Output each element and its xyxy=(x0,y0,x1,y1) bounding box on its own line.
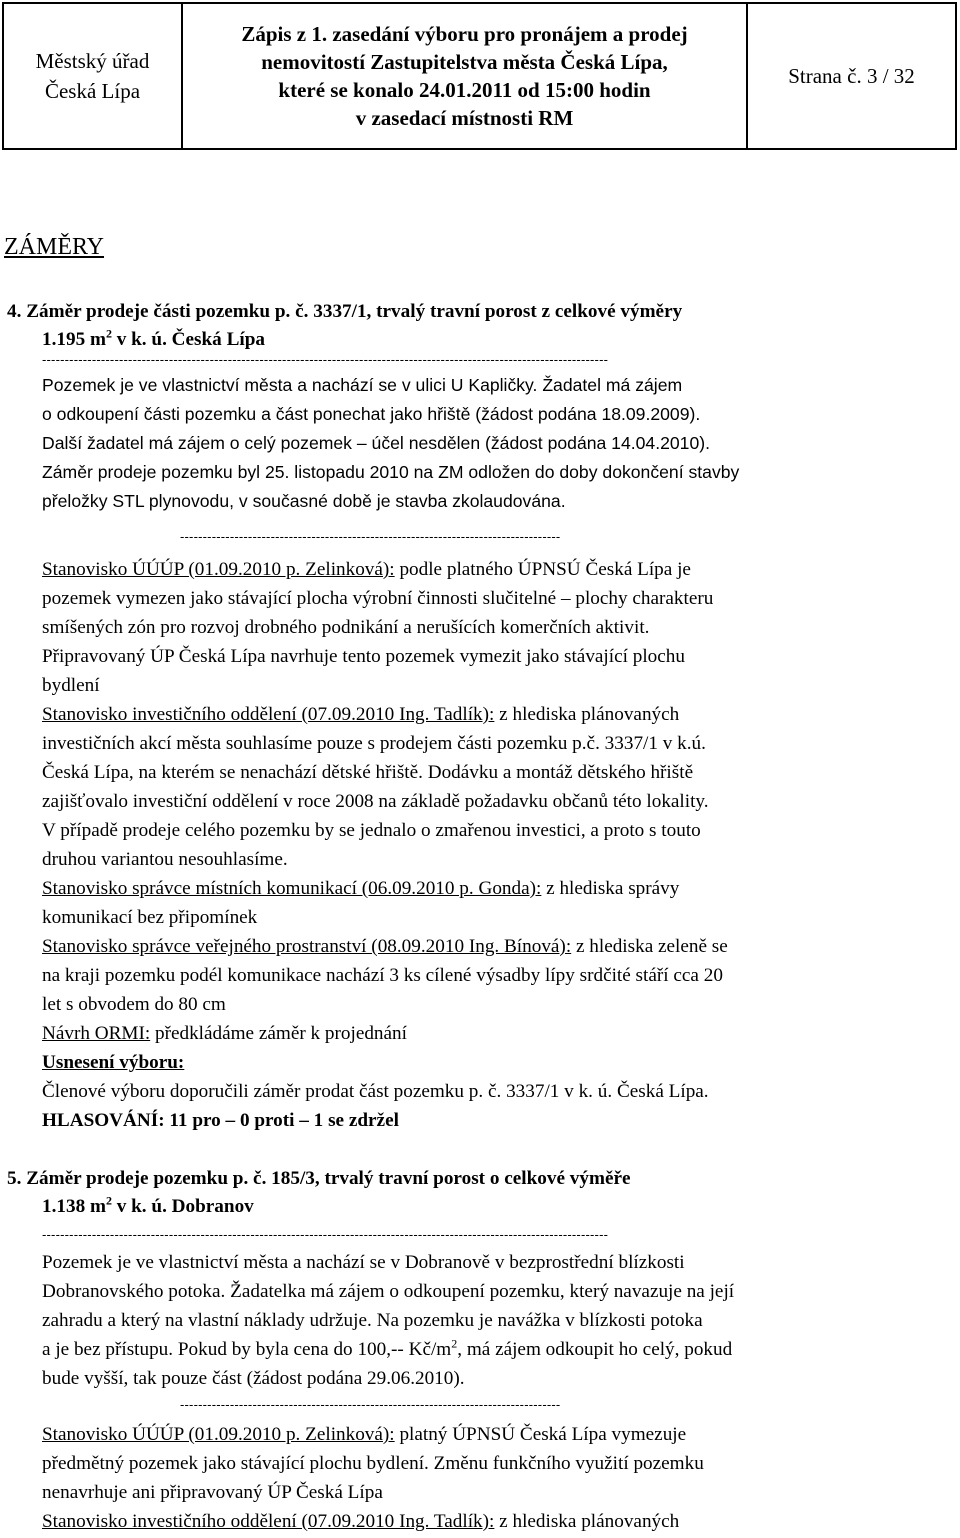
office-name: Městský úřad xyxy=(35,49,150,73)
office-city: Česká Lípa xyxy=(44,79,141,103)
opinion-text: z hlediska správy xyxy=(541,878,680,899)
item-4-opinions xyxy=(42,555,728,1135)
title-line: Zápis z 1. zasedání výboru pro pronájem a prodej xyxy=(241,22,688,46)
text-line: Česká Lípa, na kterém se nenachází dětské hřiště. Dodávku a montáž dětského hřiště xyxy=(42,762,694,783)
vote-result: HLASOVÁNÍ: 11 pro – 0 proti – 1 se zdržel xyxy=(42,1110,399,1131)
text-line: Další žadatel má zájem o celý pozemek – účel nesdělen (žádost podána 14.04.2010). xyxy=(42,433,710,453)
title-line: které se konalo 24.01.2011 od 15:00 hodin xyxy=(278,78,651,102)
item-5-heading-area xyxy=(42,1192,254,1221)
cadastral-area: v k. ú. Dobranov xyxy=(111,1196,254,1217)
opinion-label: Stanovisko správce místních komunikací (06.09.2010 p. Gonda): xyxy=(42,878,542,899)
text-line: nenavrhuje ani připravovaný ÚP Česká Lípa xyxy=(42,1482,383,1503)
text-line: V případě prodeje celého pozemku by se jednalo o zmařenou investici, a proto s touto xyxy=(42,820,701,841)
text-line: bude vyšší, tak pouze část (žádost podána 29.06.2010). xyxy=(42,1368,465,1389)
proposal-text: předkládáme záměr k projednání xyxy=(150,1023,407,1044)
item-5-description xyxy=(42,1248,734,1393)
text-line: zahradu a který na vlastní náklady udržuje. Na pozemku je navážka v blízkosti potoka xyxy=(42,1310,703,1331)
text-line: na kraji pozemku podél komunikace nachází 3 ks cílené výsadby lípy srdčité stáří cca 20 xyxy=(42,965,723,986)
text-line: investičních akcí města souhlasíme pouze s prodejem části pozemku p.č. 3337/1 v k.ú. xyxy=(42,733,706,754)
page-number-cell xyxy=(748,4,955,148)
text-line: Záměr prodeje pozemku byl 25. listopadu 2010 na ZM odložen do doby dokončení stavby xyxy=(42,462,740,482)
text-line: předmětný pozemek jako stávající plochu bydlení. Změnu funkčního využití pozemku xyxy=(42,1453,704,1474)
superscript: 2 xyxy=(105,326,112,341)
opinion-text: z hlediska zeleně se xyxy=(571,936,728,957)
resolution-label: Usnesení výboru: xyxy=(42,1052,185,1073)
separator: ------------------------------------------------------------------------------------ xyxy=(180,529,561,544)
superscript: 2 xyxy=(105,1193,112,1208)
text-part: a je bez přístupu. Pokud by byla cena do 100,-- Kč/m xyxy=(42,1339,452,1360)
text-line: přeložky STL plynovodu, v současné době je stavba zkolaudována. xyxy=(42,491,566,511)
opinion-label: Stanovisko investičního oddělení (07.09.2010 Ing. Tadlík): xyxy=(42,704,495,725)
item-5-opinions xyxy=(42,1420,704,1536)
separator: ----------------------------------------------------------------------------------------------------------------------------- xyxy=(42,1227,609,1242)
text-line: Připravovaný ÚP Česká Lípa navrhuje tento pozemek vymezit jako stávající plochu xyxy=(42,646,685,667)
resolution-text: Členové výboru doporučili záměr prodat část pozemku p. č. 3337/1 v k. ú. Česká Lípa. xyxy=(42,1081,709,1102)
text-part: , má zájem odkoupit ho celý, pokud xyxy=(457,1339,733,1360)
text-line: o odkoupení části pozemku a část ponechat jako hřiště (žádost podána 18.09.2009). xyxy=(42,404,701,424)
opinion-label: Stanovisko ÚÚÚP (01.09.2010 p. Zelinková): xyxy=(42,559,395,580)
opinion-label: Stanovisko ÚÚÚP (01.09.2010 p. Zelinková): xyxy=(42,1424,395,1445)
text-line: smíšených zón pro rozvoj drobného podnikání a nerušících komerčních aktivit. xyxy=(42,617,650,638)
page-header xyxy=(2,2,957,150)
text-line: Dobranovského potoka. Žadatelka má zájem o odkoupení pozemku, který navazuje na její xyxy=(42,1281,735,1302)
cadastral-area: v k. ú. Česká Lípa xyxy=(111,329,265,350)
document-title xyxy=(183,4,748,148)
title-line: v zasedací místnosti RM xyxy=(355,106,574,130)
opinion-text: platný ÚPNSÚ Česká Lípa vymezuje xyxy=(394,1424,687,1445)
item-4-description xyxy=(42,371,739,516)
text-line: bydlení xyxy=(42,675,100,696)
opinion-text: podle platného ÚPNSÚ Česká Lípa je xyxy=(394,559,691,580)
opinion-text: z hlediska plánovaných xyxy=(494,1511,680,1532)
separator: ------------------------------------------------------------------------------------ xyxy=(180,1397,561,1412)
item-4-heading: 4. Záměr prodeje části pozemku p. č. 3337/1, trvalý travní porost z celkové výměry xyxy=(7,301,683,322)
section-title: ZÁMĚRY xyxy=(4,234,105,260)
text-line: Pozemek je ve vlastnictví města a nachází se v Dobranově v bezprostřední blízkosti xyxy=(42,1252,685,1273)
opinion-label: Stanovisko investičního oddělení (07.09.2010 Ing. Tadlík): xyxy=(42,1511,495,1532)
opinion-text: z hlediska plánovaných xyxy=(494,704,680,725)
text-line: pozemek vymezen jako stávající plocha výrobní činnosti slučitelné – plochy charakteru xyxy=(42,588,714,609)
title-line: nemovitostí Zastupitelstva města Česká Lípa, xyxy=(261,50,668,74)
separator: ----------------------------------------------------------------------------------------------------------------------------- xyxy=(42,352,609,367)
item-4-heading-area xyxy=(42,325,265,354)
text-line: druhou variantou nesouhlasíme. xyxy=(42,849,288,870)
text-line: let s obvodem do 80 cm xyxy=(42,994,226,1015)
page-number: Strana č. 3 / 32 xyxy=(788,63,915,88)
office-cell xyxy=(4,4,183,148)
opinion-label: Stanovisko správce veřejného prostranství (08.09.2010 Ing. Bínová): xyxy=(42,936,572,957)
area-value: 1.138 m xyxy=(42,1196,106,1217)
superscript: 2 xyxy=(451,1336,458,1351)
text-line: zajišťovalo investiční oddělení v roce 2008 na základě požadavku občanů této lokality. xyxy=(42,791,709,812)
text-line: komunikací bez připomínek xyxy=(42,907,258,928)
area-value: 1.195 m xyxy=(42,329,106,350)
text-line: Pozemek je ve vlastnictví města a nachází se v ulici U Kapličky. Žadatel má zájem xyxy=(42,375,683,395)
proposal-label: Návrh ORMI: xyxy=(42,1023,151,1044)
item-5-heading: 5. Záměr prodeje pozemku p. č. 185/3, trvalý travní porost o celkové výměře xyxy=(7,1168,631,1189)
